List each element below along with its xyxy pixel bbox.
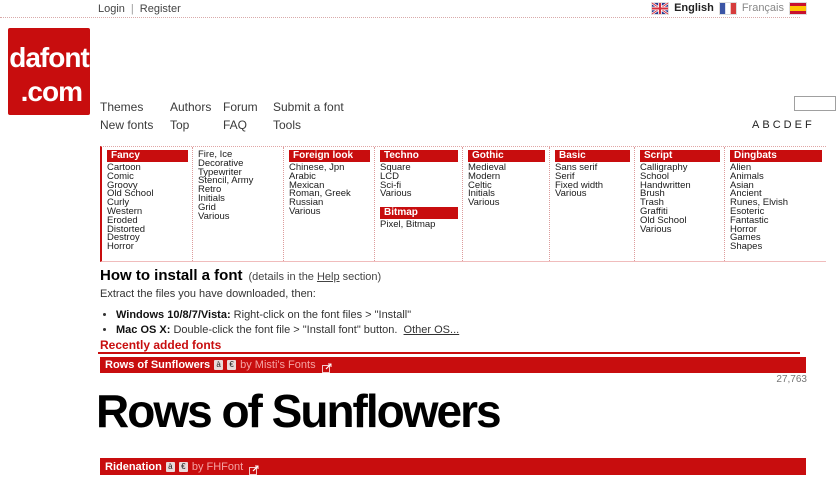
category-link[interactable]: Esoteric: [730, 205, 765, 217]
category-link[interactable]: Games: [730, 232, 761, 244]
category-link[interactable]: Celtic: [468, 179, 492, 191]
category-header-dingbats[interactable]: Dingbats: [730, 150, 822, 162]
category-header-techno[interactable]: Techno: [380, 150, 458, 162]
category-link[interactable]: Medieval: [468, 162, 507, 173]
category-column: [724, 147, 826, 261]
other-os-link[interactable]: Other OS...: [403, 324, 460, 336]
language-english[interactable]: English: [674, 2, 714, 14]
category-link[interactable]: Various: [468, 197, 500, 209]
font-entry-bar: [100, 458, 806, 475]
category-link[interactable]: Shapes: [730, 241, 763, 253]
register-link[interactable]: Register: [139, 3, 181, 15]
nav-item-new-fonts[interactable]: New fonts: [100, 118, 154, 132]
alphabet-index: [752, 119, 815, 131]
install-step-windows: • Windows 10/8/7/Vista: Right-click on the font files > "Install": [116, 309, 720, 321]
help-link[interactable]: Help: [316, 271, 340, 283]
category-link[interactable]: Various: [555, 188, 587, 200]
category-column: [283, 147, 374, 261]
recently-added-title: Recently added fonts: [100, 338, 222, 352]
category-link[interactable]: Stencil, Army: [198, 175, 254, 187]
accents-badge-icon: à: [166, 462, 175, 472]
category-link[interactable]: Fixed width: [555, 179, 604, 191]
category-link[interactable]: Distorted: [107, 223, 146, 235]
category-header-fancy[interactable]: Fancy: [107, 150, 188, 162]
category-link[interactable]: Various: [640, 223, 672, 235]
category-link[interactable]: Initials: [198, 192, 225, 204]
category-list: [289, 164, 370, 217]
category-link[interactable]: Calligraphy: [640, 162, 688, 173]
auth-separator: |: [130, 3, 134, 15]
search-input[interactable]: [794, 96, 836, 111]
category-link[interactable]: Animals: [730, 170, 764, 182]
auth-links: [98, 3, 181, 15]
category-link[interactable]: Initials: [468, 188, 495, 200]
header-divider: [0, 17, 800, 18]
category-link[interactable]: Eroded: [107, 214, 138, 226]
login-link[interactable]: Login: [98, 3, 125, 15]
category-link[interactable]: Retro: [198, 184, 222, 196]
category-link[interactable]: Various: [380, 188, 412, 200]
language-francais[interactable]: Français: [741, 2, 784, 14]
alphabet-letter-d[interactable]: D: [783, 119, 792, 131]
category-link[interactable]: Grid: [198, 201, 216, 213]
category-list: [198, 151, 279, 221]
nav-item-faq[interactable]: FAQ: [223, 118, 248, 132]
euro-badge-icon: €: [179, 462, 188, 472]
nav-item-tools[interactable]: Tools: [273, 118, 302, 132]
alphabet-letter-f[interactable]: F: [804, 119, 812, 131]
category-link[interactable]: Western: [107, 205, 143, 217]
category-link[interactable]: Asian: [730, 179, 754, 191]
france-flag-icon: [720, 3, 736, 14]
category-header-script[interactable]: Script: [640, 150, 720, 162]
category-column: [549, 147, 634, 261]
category-link[interactable]: Sci-fi: [380, 179, 402, 191]
category-link[interactable]: Sans serif: [555, 162, 598, 173]
category-list: [730, 164, 822, 252]
category-header-foreign-look[interactable]: Foreign look: [289, 150, 370, 162]
font-author-link[interactable]: by Misti's Fonts: [240, 359, 316, 371]
category-link[interactable]: Groovy: [107, 179, 138, 191]
font-name-link[interactable]: Rows of Sunflowers: [105, 359, 211, 371]
nav-item-themes[interactable]: Themes: [100, 100, 144, 114]
category-link[interactable]: LCD: [380, 170, 400, 182]
category-column: [192, 147, 283, 261]
alphabet-letter-a[interactable]: A: [752, 119, 760, 131]
category-link[interactable]: Cartoon: [107, 162, 141, 173]
external-link-icon[interactable]: [322, 360, 332, 370]
category-link[interactable]: Russian: [289, 197, 324, 209]
nav-item-submit-a-font[interactable]: Submit a font: [273, 100, 344, 114]
category-link[interactable]: Comic: [107, 170, 134, 182]
category-link[interactable]: Mexican: [289, 179, 325, 191]
category-column: [102, 147, 192, 261]
category-link[interactable]: Decorative: [198, 157, 244, 169]
download-count: 27,763: [776, 374, 807, 385]
font-author-link[interactable]: by FHFont: [191, 460, 244, 473]
font-preview-text[interactable]: Rows of Sunflowers: [96, 385, 500, 437]
nav-item-forum[interactable]: Forum: [223, 100, 258, 114]
category-link[interactable]: Serif: [555, 170, 575, 182]
category-link[interactable]: Horror: [107, 241, 134, 253]
logo-line1: dafont: [9, 42, 89, 73]
category-link[interactable]: Old School: [107, 188, 154, 200]
category-link[interactable]: School: [640, 170, 670, 182]
category-link[interactable]: Trash: [640, 197, 664, 209]
category-link[interactable]: Fire, Ice: [198, 149, 233, 160]
category-header-basic[interactable]: Basic: [555, 150, 630, 162]
alphabet-letter-b[interactable]: B: [762, 119, 770, 131]
euro-badge-icon: €: [227, 360, 236, 370]
category-link[interactable]: Brush: [640, 188, 665, 200]
logo-line2: .com: [20, 76, 82, 107]
accents-badge-icon: à: [214, 360, 223, 370]
categories-table: [100, 146, 826, 262]
category-link[interactable]: Old School: [640, 214, 687, 226]
nav-item-authors[interactable]: Authors: [170, 100, 212, 114]
alphabet-letter-c[interactable]: C: [772, 119, 781, 131]
category-header-bitmap[interactable]: Bitmap: [380, 207, 458, 219]
install-note: (details in the Help section): [248, 271, 382, 283]
category-column: [462, 147, 549, 261]
language-switcher: [652, 2, 806, 14]
category-list: [640, 164, 720, 234]
category-link[interactable]: Graffiti: [640, 205, 668, 217]
category-link[interactable]: Chinese, Jpn: [289, 162, 345, 173]
category-link[interactable]: Destroy: [107, 232, 140, 244]
font-name-link[interactable]: Ridenation: [105, 460, 162, 473]
install-intro: Extract the files you have downloaded, then:: [100, 288, 316, 300]
category-link[interactable]: Arabic: [289, 170, 316, 182]
category-link[interactable]: Curly: [107, 197, 130, 209]
category-link[interactable]: Alien: [730, 162, 752, 173]
category-link[interactable]: Square: [380, 162, 411, 173]
category-link[interactable]: Fantastic: [730, 214, 769, 226]
install-step-mac: • Mac OS X: Double-click the font file > "Install font" button. Other OS...: [116, 324, 720, 336]
category-header-gothic[interactable]: Gothic: [468, 150, 545, 162]
category-list: [555, 164, 630, 199]
category-link[interactable]: Various: [198, 210, 230, 222]
category-list: [380, 221, 458, 230]
category-column: [634, 147, 724, 261]
category-list: [380, 164, 458, 199]
dafont-logo[interactable]: [8, 28, 90, 115]
category-link[interactable]: Modern: [468, 170, 501, 182]
nav-item-top[interactable]: Top: [170, 118, 190, 132]
spain-flag-icon[interactable]: [790, 3, 806, 14]
font-entry-bar: [100, 357, 806, 373]
category-link[interactable]: Various: [289, 205, 321, 217]
category-link[interactable]: Ancient: [730, 188, 762, 200]
alphabet-letter-e[interactable]: E: [794, 119, 802, 131]
category-link[interactable]: Roman, Greek: [289, 188, 351, 200]
main-navigation: [100, 100, 344, 132]
category-column: [374, 147, 462, 261]
install-section: [100, 267, 720, 339]
category-link[interactable]: Pixel, Bitmap: [380, 219, 436, 231]
category-list: [107, 164, 188, 252]
install-title: How to install a font: [100, 267, 243, 284]
uk-flag-icon: [652, 3, 668, 14]
category-link[interactable]: Handwritten: [640, 179, 691, 191]
category-link[interactable]: Horror: [730, 223, 757, 235]
install-steps: [100, 309, 720, 336]
category-link[interactable]: Runes, Elvish: [730, 197, 789, 209]
external-link-icon[interactable]: [249, 462, 259, 472]
category-link[interactable]: Typewriter: [198, 166, 242, 178]
category-list: [468, 164, 545, 208]
recently-added-rule: [98, 352, 800, 354]
